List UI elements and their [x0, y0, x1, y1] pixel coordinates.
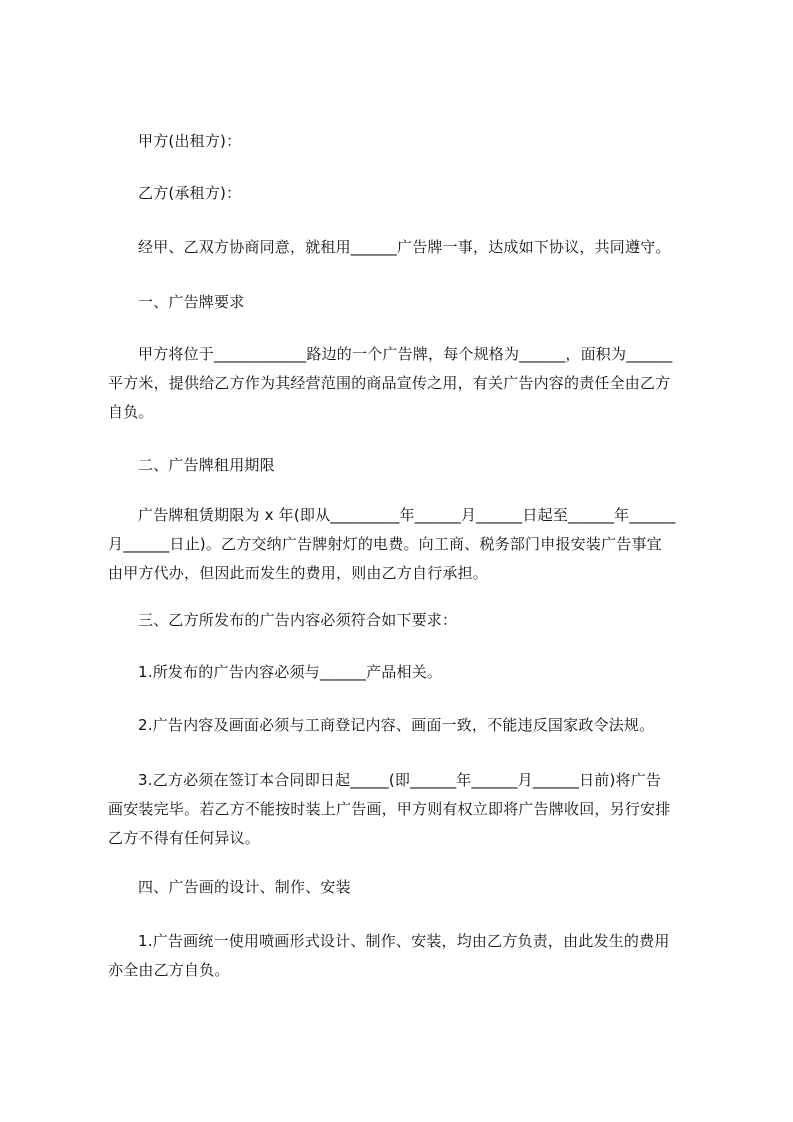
- section-4-heading: 四、广告画的设计、制作、安装: [138, 878, 351, 896]
- section-4-item-1-line: 1.广告画统一使用喷画形式设计、制作、安装，均由乙方负责，由此发生的费用: [138, 932, 670, 950]
- section-1-body-line: 平方米，提供给乙方作为其经营范围的商品宣传之用，有关广告内容的责任全由乙方: [108, 374, 671, 392]
- party-a-line: 甲方(出租方)：: [138, 132, 242, 150]
- section-1-body-line: 自负。: [108, 403, 154, 421]
- section-2-body-line: 广告牌租赁期限为 x 年(即从_________年______月______日起至______年______: [138, 506, 676, 524]
- section-4-item-1-line: 亦全由乙方自负。: [108, 961, 230, 979]
- section-2-body-line: 月______日止)。乙方交纳广告牌射灯的电费。向工商、税务部门申报安装广告事宜: [108, 535, 662, 553]
- section-3-item-3-line: 乙方不得有任何异议。: [108, 829, 261, 847]
- section-3-item-3-line: 3.乙方必须在签订本合同即日起_____(即______年______月______日前)将广告: [138, 771, 662, 789]
- section-3-item-3: [108, 766, 708, 853]
- section-3-item-1: 1.所发布的广告内容必须与______产品相关。: [138, 663, 443, 681]
- section-1-heading: 一、广告牌要求: [138, 293, 245, 311]
- section-3-item-2: 2.广告内容及画面必须与工商登记内容、画面一致，不能违反国家政令法规。: [138, 716, 655, 734]
- section-3-item-3-line: 画安装完毕。若乙方不能按时装上广告画，甲方则有权立即将广告牌收回，另行安排: [108, 800, 671, 818]
- section-2-heading: 二、广告牌租用期限: [138, 456, 275, 474]
- party-b-line: 乙方(承租方)：: [138, 184, 242, 202]
- section-1-body: [108, 340, 708, 427]
- section-3-heading: 三、乙方所发布的广告内容必须符合如下要求：: [138, 611, 458, 629]
- section-1-body-line: 甲方将位于____________路边的一个广告牌，每个规格为______，面积为______: [138, 345, 673, 363]
- section-4-item-1: [108, 927, 708, 985]
- section-2-body: [108, 501, 708, 588]
- section-2-body-line: 由甲方代办，但因此而发生的费用，则由乙方自行承担。: [108, 564, 489, 582]
- intro-paragraph: 经甲、乙双方协商同意，就租用______广告牌一事，达成如下协议，共同遵守。: [138, 238, 671, 256]
